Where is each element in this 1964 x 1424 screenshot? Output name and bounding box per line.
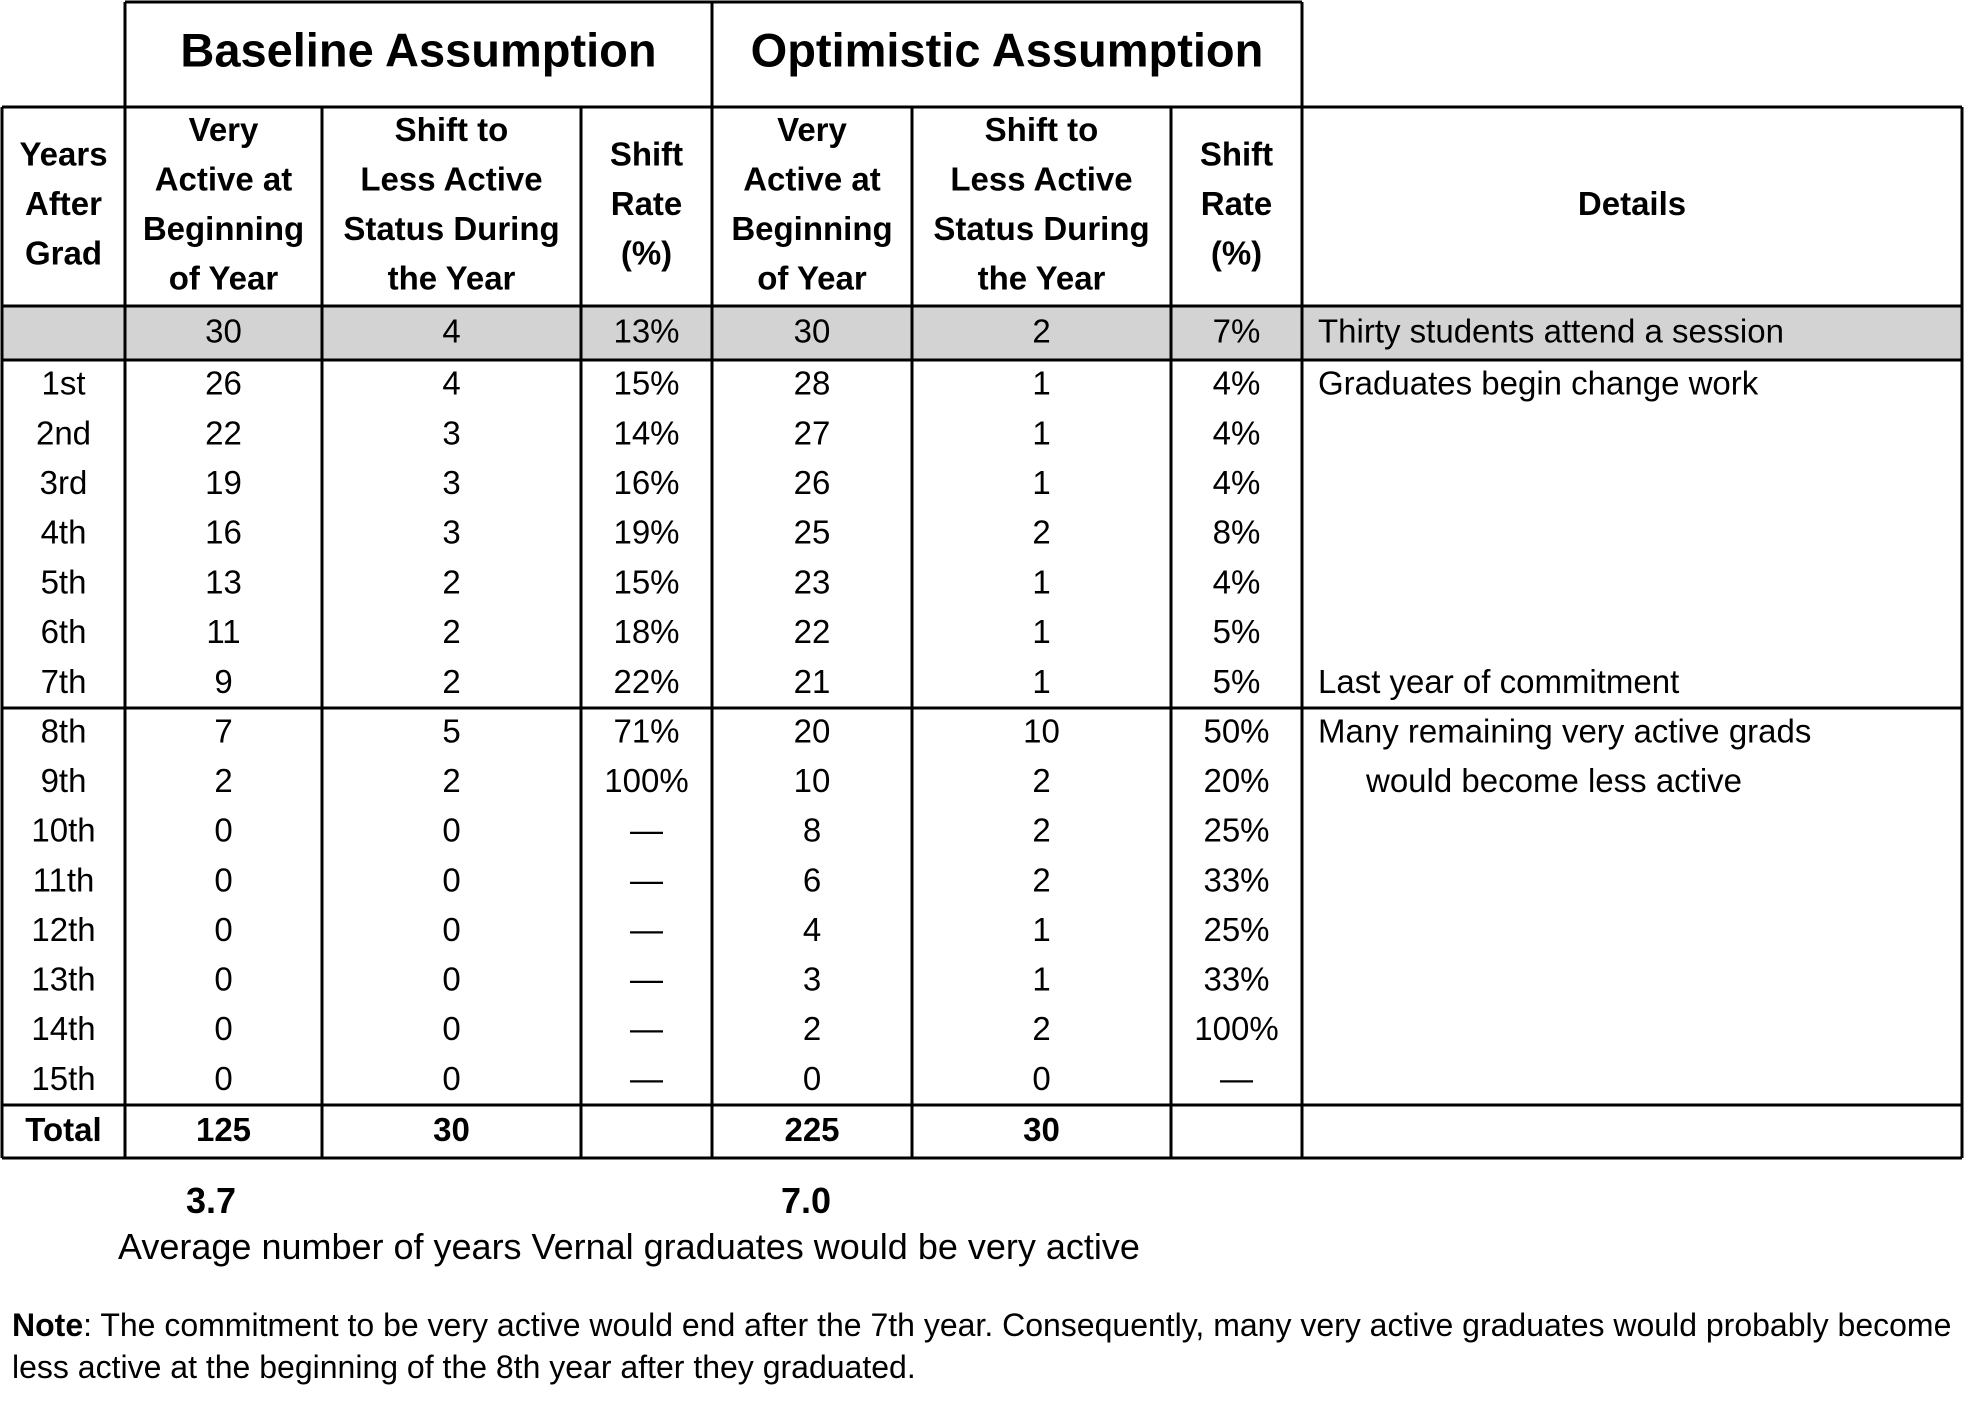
column-header-line: of Year [168, 259, 279, 297]
table-row-cell: 5 [442, 712, 461, 750]
table-row-cell: 20 [793, 712, 831, 750]
table-row-cell: 19% [613, 513, 680, 551]
table-row-cell: 26 [205, 364, 242, 402]
total-row-cell: 30 [433, 1111, 470, 1149]
table-row-cell: 0 [214, 861, 233, 899]
table-row-cell: 10 [793, 762, 831, 800]
table-row-cell: 2 [442, 563, 461, 601]
column-header-line: Beginning [142, 209, 305, 247]
table-row-cell: 3 [442, 513, 461, 551]
table-row-cell: 4 [802, 910, 822, 948]
table-row-cell: 0 [442, 811, 461, 849]
table-row-cell: — [1220, 1059, 1253, 1097]
table-row-cell: 1 [1032, 960, 1051, 998]
footnote [12, 1304, 1952, 1388]
column-header-line: Active at [154, 160, 293, 198]
table-row-cell: 11th [32, 861, 95, 899]
session-row-details: Thirty students attend a session [1318, 312, 1784, 350]
table-row-cell: 22 [793, 613, 831, 651]
table-row-details: would become less active [1366, 762, 1743, 800]
table-row-cell: 27 [793, 414, 831, 452]
average-years-label: Average number of years Vernal graduates would be very active [118, 1226, 1140, 1267]
table-row-cell: 0 [214, 1010, 233, 1048]
table-row-cell: 2 [1032, 513, 1051, 551]
table-row-cell: 18% [613, 613, 680, 651]
table-row-cell: 28 [793, 364, 831, 402]
column-header-line: Rate [1200, 185, 1273, 223]
table-row-cell: 1 [1032, 364, 1051, 402]
table-row-cell: 6th [40, 613, 87, 651]
table-row-cell: 0 [214, 811, 233, 849]
table-row-cell: 100% [1194, 1010, 1279, 1048]
session-row-cell: 30 [205, 312, 242, 350]
column-header-line: Very [188, 110, 259, 148]
column-header-line: Less Active [360, 160, 543, 198]
column-header-line: Shift to [984, 110, 1099, 148]
table-row-cell: 50% [1203, 712, 1270, 750]
column-header-line: Shift [609, 135, 684, 173]
table-row-cell: 2 [442, 613, 461, 651]
column-header-line: Status During [343, 209, 560, 247]
column-header-line: the Year [977, 259, 1106, 297]
table-row-cell: 19 [205, 463, 242, 501]
column-header-line: the Year [387, 259, 516, 297]
table-row-cell: 0 [442, 861, 461, 899]
table-row-cell: 22 [205, 414, 242, 452]
table-row-cell: 0 [802, 1059, 822, 1097]
table-row-cell: 15% [613, 563, 680, 601]
table-row-cell: 2 [802, 1010, 822, 1048]
table-row-cell: 11 [206, 613, 241, 651]
table-row-cell: 0 [1032, 1059, 1051, 1097]
note-text: : The commitment to be very active would end after the 7th year. Consequently, many very active graduates would probably become less active at the beginning of the 8th year after they graduated. [12, 1307, 1952, 1385]
table-row-cell: 33% [1203, 960, 1270, 998]
table-row-cell: 15% [613, 364, 680, 402]
table-row-cell: 4% [1212, 364, 1261, 402]
table-row-cell: 8th [40, 712, 87, 750]
total-row-cell: Total [25, 1111, 102, 1149]
table-row-cell: 3 [442, 463, 461, 501]
column-header-line: Less Active [950, 160, 1133, 198]
table-row-cell: 1 [1032, 414, 1051, 452]
column-header-line: Shift [1199, 135, 1274, 173]
table-row-cell: — [630, 1010, 663, 1048]
table-row-details: Many remaining very active grads [1318, 712, 1812, 750]
column-header-line: Very [777, 110, 847, 148]
table-row-cell: 13th [31, 960, 96, 998]
table-row-cell: 5th [40, 563, 87, 601]
table-row-cell: — [630, 910, 663, 948]
table-row-cell: 20% [1203, 762, 1270, 800]
table-row-cell: 4% [1212, 563, 1261, 601]
table-row-cell: 100% [604, 762, 689, 800]
table-row-cell: 10 [1023, 712, 1060, 750]
session-row-cell: 4 [442, 312, 461, 350]
table-row-cell: 2nd [35, 414, 92, 452]
session-row-cell: 30 [793, 312, 831, 350]
column-header-line: Grad [24, 234, 103, 272]
column-header-line: Beginning [731, 209, 893, 247]
table-row-cell: 2 [442, 662, 461, 700]
column-header-line: (%) [1210, 234, 1263, 272]
table-row-cell: 22% [613, 662, 680, 700]
table-row-cell: 1 [1032, 463, 1051, 501]
column-header-line: of Year [757, 259, 867, 297]
column-header-line: Rate [610, 185, 683, 223]
table-row-cell: — [630, 811, 663, 849]
table-row-cell: 1 [1032, 910, 1051, 948]
table-row-cell: 0 [442, 1010, 461, 1048]
table-row-cell: 3 [802, 960, 822, 998]
column-header-line: Years [19, 135, 108, 173]
table-row-cell: 3 [442, 414, 461, 452]
table-row-cell: 21 [793, 662, 831, 700]
table-row-cell: 12th [31, 910, 96, 948]
table-row-cell: 5% [1212, 613, 1261, 651]
table-row-cell: 16 [205, 513, 242, 551]
table-row-cell: 2 [1032, 1010, 1051, 1048]
table-row-cell: 5% [1212, 662, 1261, 700]
table-row-cell: 4% [1212, 463, 1261, 501]
table-row-cell: 9 [214, 662, 233, 700]
table-row-cell: 0 [442, 1059, 461, 1097]
table-row-cell: 71% [613, 712, 680, 750]
session-row-cell: 13% [613, 312, 680, 350]
total-row-cell: 125 [195, 1111, 252, 1149]
table-row-cell: 4% [1212, 414, 1261, 452]
table-row-cell: 16% [613, 463, 680, 501]
table-row-cell: 4 [442, 364, 461, 402]
table-row-cell: 1 [1032, 662, 1051, 700]
table-row-cell: 25% [1203, 811, 1270, 849]
table-row-cell: 25% [1203, 910, 1270, 948]
table-row-cell: 14% [613, 414, 680, 452]
table-row-cell: 25 [793, 513, 831, 551]
table-row-cell: 14th [31, 1010, 96, 1048]
group-title-baseline: Baseline Assumption [180, 23, 657, 77]
table-row-cell: 2 [442, 762, 461, 800]
column-header-line: Shift to [394, 110, 509, 148]
table-row-cell: 7 [214, 712, 233, 750]
table-row-cell: 2 [214, 762, 233, 800]
total-row-cell: 30 [1023, 1111, 1060, 1149]
column-header-line: Details [1577, 185, 1687, 223]
table-row-cell: 33% [1203, 861, 1270, 899]
table-row-cell: 6 [802, 861, 822, 899]
note-label: Note [12, 1307, 84, 1343]
session-row-cell: 2 [1032, 312, 1051, 350]
table-row-cell: 2 [1032, 762, 1051, 800]
table-row-cell: 4th [40, 513, 87, 551]
table-row-cell: 1 [1032, 613, 1051, 651]
table-row-cell: 0 [214, 910, 233, 948]
table-row-cell: 0 [214, 960, 233, 998]
table-row-cell: 23 [793, 563, 831, 601]
table-row-cell: 10th [31, 811, 96, 849]
column-header-line: (%) [620, 234, 673, 272]
column-header-line: Active at [743, 160, 881, 198]
table-row-cell: 15th [31, 1059, 96, 1097]
table-row-cell: 26 [793, 463, 831, 501]
table-row-cell: — [630, 1059, 663, 1097]
table-row-cell: 1 [1032, 563, 1051, 601]
table-row-cell: 0 [214, 1059, 233, 1097]
table-row-cell: 0 [442, 960, 461, 998]
table-row-cell: 8% [1212, 513, 1261, 551]
table-row-cell: 13 [205, 563, 242, 601]
table-row-cell: 9th [40, 762, 87, 800]
table-row-details: Last year of commitment [1318, 662, 1680, 700]
table-row-cell: 3rd [39, 463, 88, 501]
table-row-cell: — [630, 960, 663, 998]
group-title-optimistic: Optimistic Assumption [750, 23, 1264, 77]
total-row-cell: 225 [784, 1111, 840, 1149]
table-row-cell: 2 [1032, 861, 1051, 899]
table-row-cell: — [630, 861, 663, 899]
baseline-average-value: 3.7 [186, 1180, 237, 1221]
optimistic-average-value: 7.0 [781, 1180, 832, 1221]
table-row-cell: 0 [442, 910, 461, 948]
table-row-details: Graduates begin change work [1318, 364, 1759, 402]
session-row-cell: 7% [1212, 312, 1261, 350]
table-row-cell: 7th [40, 662, 87, 700]
column-header-line: After [24, 185, 103, 223]
table-row-cell: 8 [802, 811, 822, 849]
table-row-cell: 2 [1032, 811, 1051, 849]
table-row-cell: 1st [41, 364, 86, 402]
column-header-line: Status During [933, 209, 1150, 247]
